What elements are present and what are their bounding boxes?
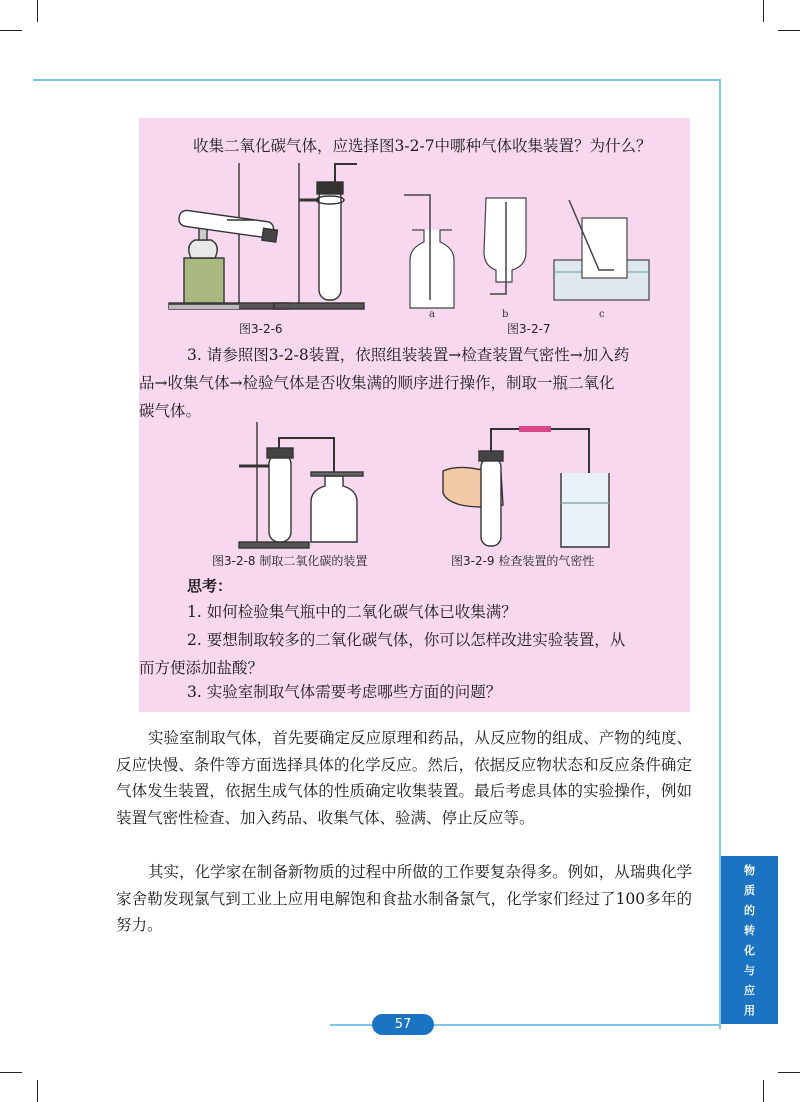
fig-327-label-b: b — [502, 309, 509, 320]
think-heading: 思考： — [187, 577, 233, 595]
body-paragraph-2: 其实，化学家在制备新物质的过程中所做的工作要复杂得多。例如，从瑞典化学家舍勒发现氯气到工业上应用电解饱和食盐水制备氯气，化学家们经过了100多年的努力。 — [116, 863, 692, 934]
fig-329-caption: 图3-2-9 检查装置的气密性 — [451, 554, 595, 568]
step3-line-3: 碳气体。 — [139, 402, 202, 420]
side-tab-char: 质 — [744, 884, 755, 897]
activity-box — [139, 118, 690, 712]
think-line-2: 2. 要想制取较多的二氧化碳气体，你可以怎样改进实验装置，从 — [187, 631, 626, 649]
crop-mark — [0, 30, 22, 31]
crop-mark — [763, 0, 764, 22]
fig-327-label-a: a — [429, 309, 435, 320]
figure-3-2-6 — [159, 160, 379, 320]
body-paragraph-1: 实验室制取气体，首先要确定反应原理和药品，从反应物的组成、产物的纯度、反应快慢、条件等方面选择具体的化学反应。然后，依据反应物状态和反应条件确定气体发生装置，依据生成气体的性质确定收集装置。最后考虑具体的实验操作，例如装置气密性检查、加入药品、收集气体、验满、停止反应等。 — [116, 729, 692, 827]
side-tab-char: 应 — [744, 984, 755, 997]
side-tab-char: 化 — [744, 944, 755, 957]
figure-3-2-8 — [229, 414, 419, 554]
figure-3-2-7 — [394, 190, 664, 320]
side-tab-char: 的 — [744, 904, 755, 917]
crop-mark — [37, 1080, 38, 1102]
think-line-1: 1. 如何检验集气瓶中的二氧化碳气体已收集满？ — [187, 603, 517, 621]
crop-mark — [778, 1072, 800, 1073]
think-line-3: 而方便添加盐酸？ — [139, 659, 264, 677]
side-tab-char: 转 — [744, 924, 755, 937]
crop-mark — [37, 0, 38, 22]
frame-top-rule — [33, 79, 721, 81]
step3-line-1: 3. 请参照图3-2-8装置，依照组装装置→检查装置气密性→加入药 — [187, 346, 630, 364]
chapter-side-tab — [721, 856, 778, 1024]
think-line-4: 3. 实验室制取气体需要考虑哪些方面的问题？ — [187, 683, 502, 701]
fig-326-caption: 图3-2-6 — [239, 322, 283, 336]
figure-3-2-9 — [441, 423, 611, 553]
crop-mark — [0, 1072, 22, 1073]
crop-mark — [763, 1080, 764, 1102]
fig-327-label-c: c — [599, 309, 605, 320]
side-tab-char: 用 — [744, 1004, 755, 1017]
page-number: 57 — [372, 1014, 434, 1035]
side-tab-char: 物 — [744, 864, 755, 877]
collect-question: 收集二氧化碳气体，应选择图3-2-7中哪种气体收集装置？为什么？ — [193, 137, 652, 155]
fig-328-caption: 图3-2-8 制取二氧化碳的装置 — [212, 554, 368, 568]
step3-line-2: 品→收集气体→检验气体是否收集满的顺序进行操作，制取一瓶二氧化 — [139, 374, 615, 392]
side-tab-char: 与 — [744, 964, 755, 977]
crop-mark — [778, 30, 800, 31]
fig-327-caption: 图3-2-7 — [507, 322, 551, 336]
